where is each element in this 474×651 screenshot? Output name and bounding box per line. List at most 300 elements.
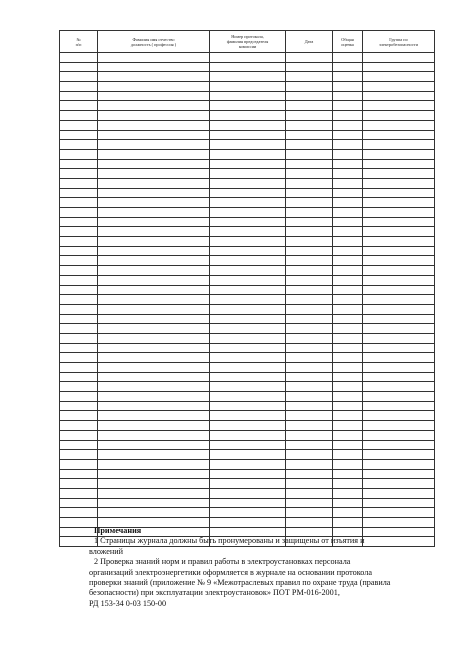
table-cell: [286, 498, 333, 508]
table-cell: [286, 266, 333, 276]
table-cell: [363, 450, 435, 460]
table-row: [60, 353, 435, 363]
table-cell: [286, 450, 333, 460]
table-cell: [60, 256, 98, 266]
table-cell: [210, 217, 286, 227]
table-cell: [60, 62, 98, 72]
table-cell: [363, 295, 435, 305]
table-cell: [210, 324, 286, 334]
table-cell: [210, 82, 286, 92]
table-cell: [98, 130, 210, 140]
table-cell: [60, 227, 98, 237]
table-cell: [286, 508, 333, 518]
table-cell: [210, 72, 286, 82]
table-cell: [98, 217, 210, 227]
table-cell: [363, 498, 435, 508]
table-row: [60, 237, 435, 247]
table-cell: [98, 430, 210, 440]
table-cell: [60, 469, 98, 479]
table-cell: [60, 411, 98, 421]
note-item-2-line-5: РД 153-34 0-03 150-00: [89, 598, 167, 608]
table-row: [60, 285, 435, 295]
table-cell: [333, 62, 363, 72]
header-overall-grade: Общая оценка: [333, 31, 363, 53]
table-cell: [363, 430, 435, 440]
table-cell: [210, 295, 286, 305]
table-cell: [363, 440, 435, 450]
table-cell: [333, 479, 363, 489]
table-cell: [333, 498, 363, 508]
table-cell: [98, 111, 210, 121]
header-electrical-safety-group: Группа по электробезопасности: [363, 31, 435, 53]
table-row: [60, 82, 435, 92]
table-row: [60, 324, 435, 334]
table-cell: [98, 421, 210, 431]
table-row: [60, 343, 435, 353]
table-row: [60, 450, 435, 460]
table-row: [60, 227, 435, 237]
table-cell: [286, 488, 333, 498]
table-cell: [210, 149, 286, 159]
table-cell: [286, 285, 333, 295]
table-cell: [363, 72, 435, 82]
table-cell: [210, 111, 286, 121]
table-cell: [363, 91, 435, 101]
table-cell: [363, 82, 435, 92]
table-cell: [60, 169, 98, 179]
table-cell: [333, 120, 363, 130]
table-cell: [60, 324, 98, 334]
table-cell: [210, 198, 286, 208]
table-cell: [210, 498, 286, 508]
table-cell: [98, 149, 210, 159]
table-cell: [363, 237, 435, 247]
table-cell: [60, 508, 98, 518]
table-cell: [333, 111, 363, 121]
table-cell: [286, 459, 333, 469]
table-row: [60, 440, 435, 450]
table-cell: [333, 266, 363, 276]
table-cell: [363, 53, 435, 63]
table-cell: [60, 498, 98, 508]
table-cell: [333, 430, 363, 440]
table-cell: [210, 304, 286, 314]
table-cell: [210, 314, 286, 324]
table-cell: [98, 498, 210, 508]
table-cell: [286, 208, 333, 218]
table-row: [60, 469, 435, 479]
table-header-row: [60, 31, 435, 53]
table-cell: [286, 178, 333, 188]
table-cell: [286, 275, 333, 285]
table-cell: [210, 392, 286, 402]
table-cell: [98, 508, 210, 518]
table-cell: [98, 246, 210, 256]
table-cell: [210, 140, 286, 150]
table-row: [60, 188, 435, 198]
table-row: [60, 372, 435, 382]
table-cell: [210, 237, 286, 247]
table-cell: [60, 188, 98, 198]
table-row: [60, 140, 435, 150]
table-cell: [333, 217, 363, 227]
table-cell: [333, 208, 363, 218]
table-cell: [60, 275, 98, 285]
table-cell: [210, 401, 286, 411]
table-cell: [210, 169, 286, 179]
table-cell: [98, 91, 210, 101]
table-cell: [60, 440, 98, 450]
table-cell: [363, 421, 435, 431]
table-cell: [98, 333, 210, 343]
table-cell: [210, 159, 286, 169]
table-cell: [286, 159, 333, 169]
table-cell: [210, 227, 286, 237]
table-cell: [333, 459, 363, 469]
table-cell: [60, 382, 98, 392]
table-cell: [60, 237, 98, 247]
table-cell: [363, 479, 435, 489]
note-item-2-line-3: проверки знаний (приложение № 9 «Межотраслевых правил по охране труда (правила: [89, 578, 391, 588]
table-cell: [98, 411, 210, 421]
table-cell: [98, 285, 210, 295]
table-cell: [60, 198, 98, 208]
table-cell: [98, 324, 210, 334]
table-cell: [60, 140, 98, 150]
table-cell: [363, 188, 435, 198]
table-row: [60, 256, 435, 266]
note-item-2-line-1: 2 Проверка знаний норм и правил работы в электроустановках персонала: [94, 557, 351, 567]
table-cell: [333, 343, 363, 353]
table-cell: [333, 411, 363, 421]
table-cell: [363, 411, 435, 421]
table-cell: [210, 488, 286, 498]
table-cell: [333, 508, 363, 518]
table-cell: [363, 62, 435, 72]
table-cell: [210, 469, 286, 479]
table-cell: [333, 304, 363, 314]
table-cell: [60, 72, 98, 82]
table-cell: [210, 430, 286, 440]
table-cell: [363, 101, 435, 111]
table-cell: [333, 314, 363, 324]
table-cell: [60, 343, 98, 353]
table-cell: [60, 217, 98, 227]
table-cell: [98, 304, 210, 314]
table-row: [60, 208, 435, 218]
header-full-name-position: Фамилия имя отчество должность ( профессия ): [98, 31, 210, 53]
table-cell: [210, 440, 286, 450]
table-cell: [363, 508, 435, 518]
table-cell: [286, 256, 333, 266]
table-row: [60, 430, 435, 440]
table-cell: [333, 91, 363, 101]
table-cell: [210, 91, 286, 101]
table-row: [60, 295, 435, 305]
table-cell: [98, 401, 210, 411]
table-cell: [333, 72, 363, 82]
table-cell: [333, 169, 363, 179]
table-cell: [333, 82, 363, 92]
table-cell: [286, 82, 333, 92]
table-cell: [210, 450, 286, 460]
table-cell: [210, 382, 286, 392]
table-cell: [363, 217, 435, 227]
table-cell: [98, 440, 210, 450]
note-item-1-line-2: вложений: [89, 546, 124, 556]
table-cell: [60, 266, 98, 276]
table-cell: [98, 188, 210, 198]
table-cell: [333, 130, 363, 140]
table-cell: [60, 450, 98, 460]
table-cell: [210, 333, 286, 343]
table-row: [60, 459, 435, 469]
table-cell: [286, 227, 333, 237]
table-cell: [363, 343, 435, 353]
table-cell: [98, 372, 210, 382]
table-cell: [286, 72, 333, 82]
table-cell: [286, 304, 333, 314]
table-row: [60, 401, 435, 411]
table-cell: [363, 266, 435, 276]
table-cell: [286, 295, 333, 305]
table-cell: [286, 430, 333, 440]
table-row: [60, 333, 435, 343]
table-cell: [98, 72, 210, 82]
table-cell: [60, 111, 98, 121]
table-cell: [286, 101, 333, 111]
table-cell: [60, 101, 98, 111]
table-cell: [363, 314, 435, 324]
table-row: [60, 498, 435, 508]
table-cell: [98, 178, 210, 188]
table-cell: [333, 237, 363, 247]
table-cell: [210, 130, 286, 140]
table-cell: [98, 343, 210, 353]
table-cell: [363, 324, 435, 334]
table-cell: [98, 488, 210, 498]
table-row: [60, 304, 435, 314]
table-cell: [363, 488, 435, 498]
table-cell: [333, 275, 363, 285]
table-cell: [333, 140, 363, 150]
table-cell: [333, 101, 363, 111]
table-cell: [363, 208, 435, 218]
table-cell: [210, 411, 286, 421]
table-cell: [363, 169, 435, 179]
table-row: [60, 91, 435, 101]
table-cell: [60, 295, 98, 305]
table-cell: [333, 178, 363, 188]
table-cell: [210, 343, 286, 353]
table-row: [60, 53, 435, 63]
table-row: [60, 314, 435, 324]
table-cell: [60, 421, 98, 431]
table-cell: [286, 198, 333, 208]
table-cell: [363, 275, 435, 285]
table-cell: [210, 353, 286, 363]
table-cell: [210, 246, 286, 256]
table-cell: [60, 178, 98, 188]
table-cell: [98, 169, 210, 179]
table-row: [60, 275, 435, 285]
table-cell: [333, 333, 363, 343]
table-cell: [60, 479, 98, 489]
table-cell: [286, 217, 333, 227]
table-cell: [98, 392, 210, 402]
table-cell: [98, 363, 210, 373]
table-cell: [60, 363, 98, 373]
table-cell: [363, 140, 435, 150]
table-cell: [286, 382, 333, 392]
table-cell: [60, 208, 98, 218]
table-body: [60, 53, 435, 547]
note-item-2-line-4: безопасности) при эксплуатации электроустановок» ПОТ РМ-016-2001,: [89, 588, 340, 598]
table-cell: [60, 120, 98, 130]
table-cell: [286, 169, 333, 179]
table-cell: [98, 227, 210, 237]
knowledge-check-journal-table: [59, 30, 435, 547]
table-row: [60, 382, 435, 392]
table-cell: [210, 266, 286, 276]
table-cell: [98, 469, 210, 479]
table-cell: [98, 208, 210, 218]
table-cell: [363, 304, 435, 314]
table-cell: [363, 353, 435, 363]
table-cell: [210, 208, 286, 218]
table-cell: [363, 111, 435, 121]
table-cell: [60, 304, 98, 314]
table-row: [60, 120, 435, 130]
table-cell: [210, 421, 286, 431]
header-number: № п/п: [60, 31, 98, 53]
table-cell: [210, 285, 286, 295]
notes-title: Примечания: [94, 526, 142, 535]
table-row: [60, 198, 435, 208]
table-cell: [333, 469, 363, 479]
table-cell: [210, 363, 286, 373]
table-cell: [60, 130, 98, 140]
table-cell: [363, 256, 435, 266]
table-cell: [286, 237, 333, 247]
table-cell: [363, 285, 435, 295]
table-cell: [60, 53, 98, 63]
table-cell: [60, 459, 98, 469]
table-cell: [210, 188, 286, 198]
table-cell: [98, 53, 210, 63]
table-cell: [286, 140, 333, 150]
table-cell: [363, 120, 435, 130]
table-cell: [60, 285, 98, 295]
table-cell: [210, 479, 286, 489]
table-cell: [333, 363, 363, 373]
table-cell: [333, 450, 363, 460]
table-cell: [210, 459, 286, 469]
table-cell: [286, 111, 333, 121]
table-cell: [363, 130, 435, 140]
table-cell: [333, 392, 363, 402]
table-cell: [286, 149, 333, 159]
table-cell: [333, 401, 363, 411]
table-cell: [333, 382, 363, 392]
table-cell: [60, 372, 98, 382]
table-cell: [286, 324, 333, 334]
table-row: [60, 159, 435, 169]
table-cell: [60, 353, 98, 363]
table-cell: [286, 53, 333, 63]
table-row: [60, 72, 435, 82]
table-cell: [333, 353, 363, 363]
table-cell: [286, 343, 333, 353]
table-row: [60, 411, 435, 421]
table-cell: [363, 372, 435, 382]
table-cell: [60, 392, 98, 402]
table-cell: [210, 53, 286, 63]
table-cell: [363, 469, 435, 479]
table-cell: [286, 411, 333, 421]
header-date: Дата: [286, 31, 333, 53]
table-cell: [60, 430, 98, 440]
table-cell: [60, 333, 98, 343]
table-cell: [363, 363, 435, 373]
table-cell: [210, 372, 286, 382]
table-cell: [286, 440, 333, 450]
table-cell: [98, 101, 210, 111]
table-row: [60, 392, 435, 402]
table-cell: [286, 401, 333, 411]
table-cell: [286, 353, 333, 363]
table-cell: [60, 401, 98, 411]
table-row: [60, 266, 435, 276]
notes-section: [89, 526, 432, 609]
table-cell: [363, 401, 435, 411]
table-cell: [98, 256, 210, 266]
note-item-2-line-2: организаций электроэнергетики оформляется в журнале на основании протокола: [89, 567, 373, 577]
header-protocol-chairman: Номер протокола, фамилия председателя комиссии: [210, 31, 286, 53]
table-cell: [333, 372, 363, 382]
table-cell: [286, 130, 333, 140]
table-cell: [286, 246, 333, 256]
table-cell: [210, 508, 286, 518]
table-row: [60, 246, 435, 256]
table-row: [60, 130, 435, 140]
table-cell: [98, 275, 210, 285]
table-cell: [286, 479, 333, 489]
table-cell: [333, 149, 363, 159]
table-cell: [60, 314, 98, 324]
table-cell: [98, 314, 210, 324]
table-cell: [60, 91, 98, 101]
table-cell: [333, 246, 363, 256]
table-cell: [210, 101, 286, 111]
table-cell: [98, 295, 210, 305]
table-cell: [363, 159, 435, 169]
table-cell: [98, 159, 210, 169]
table-cell: [333, 285, 363, 295]
table-cell: [363, 459, 435, 469]
table-cell: [210, 62, 286, 72]
table-cell: [98, 237, 210, 247]
table-cell: [363, 246, 435, 256]
table-cell: [60, 149, 98, 159]
table-cell: [363, 178, 435, 188]
table-cell: [98, 450, 210, 460]
table-row: [60, 149, 435, 159]
table-cell: [333, 159, 363, 169]
table-cell: [286, 120, 333, 130]
table-cell: [98, 82, 210, 92]
table-cell: [98, 140, 210, 150]
